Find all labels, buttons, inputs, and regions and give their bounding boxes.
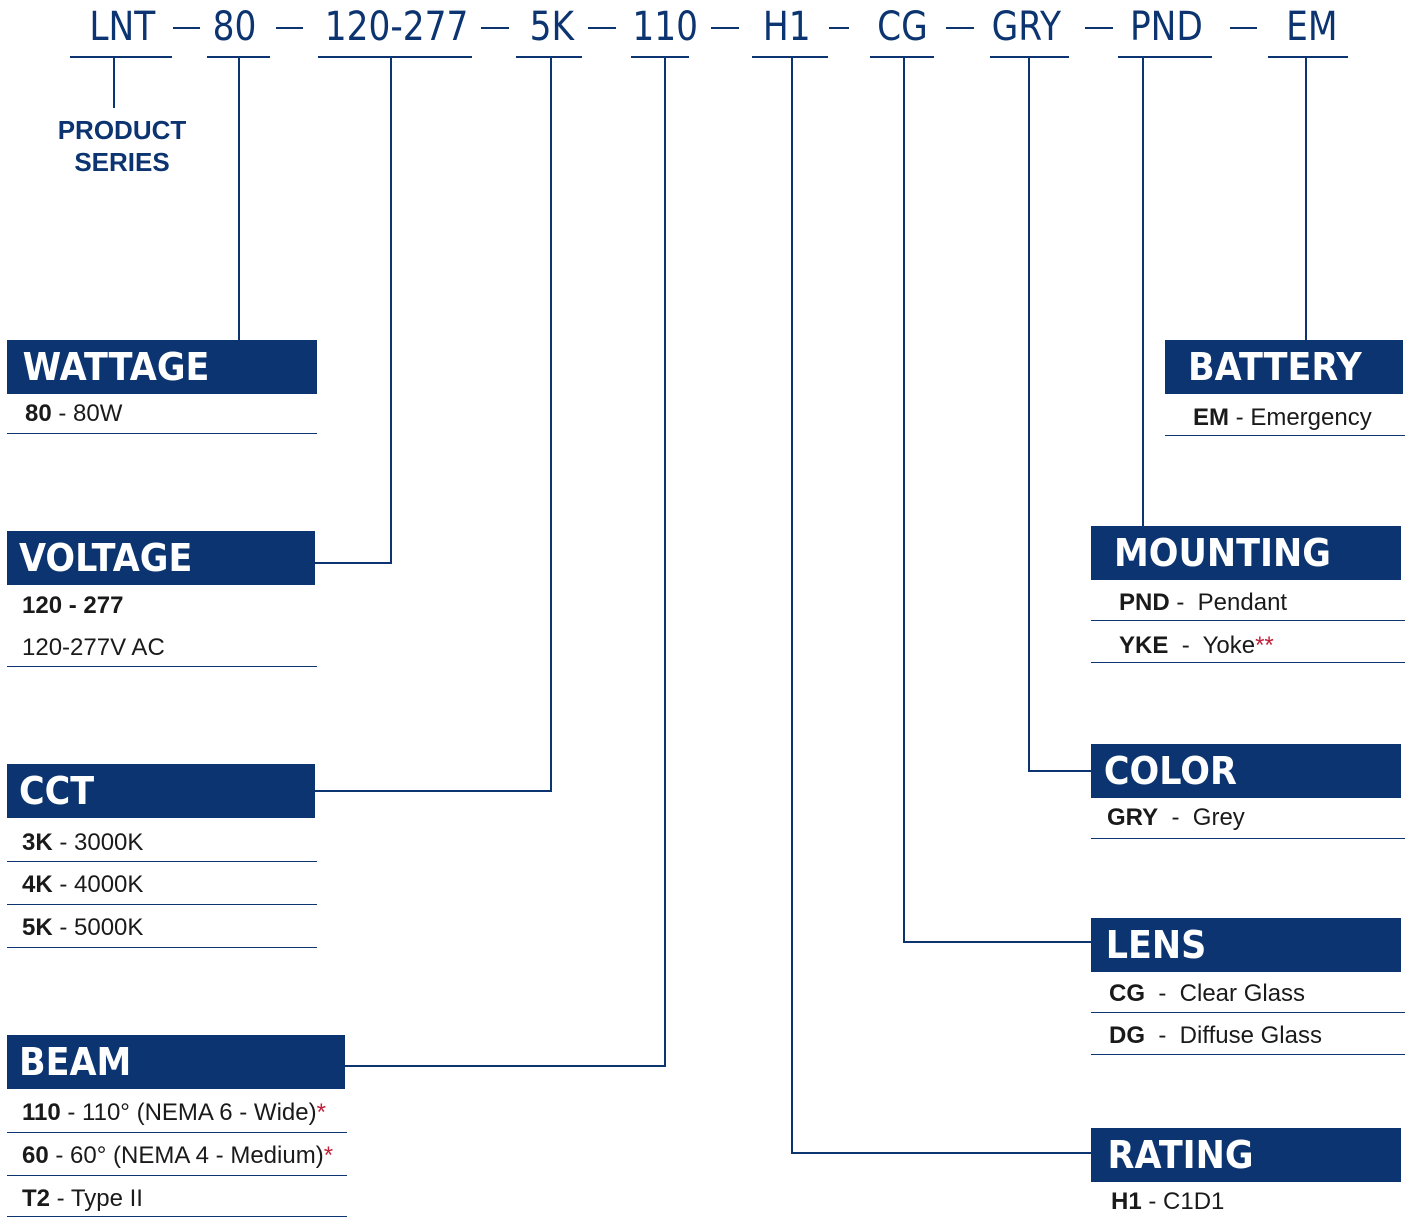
code-dash <box>1230 27 1257 29</box>
option-desc: C1D1 <box>1163 1188 1225 1215</box>
option-code: CG <box>1109 980 1145 1007</box>
option-sep: - <box>51 400 74 427</box>
code-dash <box>946 27 974 29</box>
connector-beam <box>345 58 665 1066</box>
code-underline <box>70 56 172 58</box>
option-desc: Clear Glass <box>1179 980 1306 1007</box>
mounting-option <box>1091 588 1287 618</box>
code-dash <box>711 27 739 29</box>
connector-lens <box>904 58 1092 942</box>
option-code: DG <box>1109 1022 1145 1049</box>
option-sep: - <box>1168 632 1203 659</box>
product-series-label <box>48 114 196 178</box>
footnote-asterisk: ** <box>1255 632 1274 659</box>
product-series-label-line: SERIES <box>74 147 170 177</box>
option-desc: 3000K <box>74 829 144 856</box>
option-sep: - <box>52 871 75 898</box>
code-segment-color: GRY <box>991 4 1062 50</box>
option-code: H1 <box>1111 1188 1142 1215</box>
beam-header <box>7 1035 345 1089</box>
beam-title: BEAM <box>18 1040 132 1084</box>
wattage-section <box>7 340 317 440</box>
row-divider <box>1091 662 1405 663</box>
code-segment-lens: CG <box>877 4 928 50</box>
color-header <box>1091 744 1401 798</box>
row-divider <box>7 904 317 905</box>
option-sep: - <box>1145 980 1180 1007</box>
option-code: 80 <box>25 400 52 427</box>
row-divider <box>7 1132 347 1133</box>
lens-header <box>1091 918 1401 972</box>
row-divider <box>7 433 317 434</box>
lens-option <box>1091 1021 1322 1051</box>
option-sep: - <box>52 829 75 856</box>
row-divider <box>1091 838 1405 839</box>
mounting-title: MOUNTING <box>1114 531 1331 575</box>
code-segment-rating: H1 <box>762 4 811 50</box>
option-desc: 110° (NEMA 6 - Wide) <box>82 1099 317 1126</box>
code-segment-voltage: 120-277 <box>324 4 469 50</box>
connector-rating <box>792 58 1092 1153</box>
option-sep: - <box>1169 589 1198 616</box>
option-code: 60 <box>22 1142 49 1169</box>
lens-option <box>1091 979 1305 1009</box>
option-desc: Yoke <box>1202 632 1256 659</box>
footnote-asterisk: * <box>323 1142 334 1169</box>
option-sep: - <box>1158 804 1193 831</box>
cct-header <box>7 764 315 818</box>
row-divider <box>1091 620 1405 621</box>
option-desc: Grey <box>1192 804 1245 831</box>
rating-option <box>1091 1187 1224 1217</box>
option-desc: 120-277V AC <box>22 634 165 661</box>
voltage-section <box>7 531 317 671</box>
color-title: COLOR <box>1103 749 1237 793</box>
code-underline <box>752 56 828 58</box>
code-dash <box>276 27 303 29</box>
color-section <box>1091 744 1405 844</box>
cct-option <box>7 828 143 858</box>
code-segment-beam: 110 <box>632 4 699 50</box>
rating-section <box>1091 1128 1405 1219</box>
battery-option <box>1165 403 1372 433</box>
option-sep: - <box>1145 1022 1180 1049</box>
option-code: 110 <box>22 1099 61 1126</box>
rating-title: RATING <box>1107 1133 1254 1177</box>
battery-section <box>1165 340 1405 440</box>
wattage-option <box>7 399 122 429</box>
option-desc: 4000K <box>74 871 144 898</box>
row-divider <box>7 947 317 948</box>
option-desc: 5000K <box>74 914 144 941</box>
option-desc: 60° (NEMA 4 - Medium) <box>70 1142 324 1169</box>
row-divider <box>7 1216 347 1217</box>
lens-title: LENS <box>1105 923 1207 967</box>
code-dash <box>481 27 509 29</box>
option-code: T2 <box>22 1185 51 1212</box>
rating-header <box>1091 1128 1401 1182</box>
code-dash <box>173 27 200 29</box>
option-desc: Pendant <box>1197 589 1288 616</box>
mounting-option <box>1091 631 1274 661</box>
connector-cct <box>315 58 551 791</box>
code-segment-cct: 5K <box>529 4 575 50</box>
option-sep: - <box>1229 404 1251 431</box>
wattage-title: WATTAGE <box>22 345 210 389</box>
code-underline <box>870 56 934 58</box>
cct-section <box>7 764 317 954</box>
option-code: EM <box>1193 404 1229 431</box>
beam-option <box>7 1141 333 1171</box>
row-divider <box>1091 1012 1405 1013</box>
option-desc: Type II <box>70 1185 143 1212</box>
code-underline <box>516 56 582 58</box>
mounting-header <box>1091 526 1401 580</box>
color-option <box>1091 803 1245 833</box>
row-divider <box>1165 435 1405 436</box>
beam-option <box>7 1098 326 1128</box>
lens-section <box>1091 918 1405 1058</box>
code-underline <box>207 56 270 58</box>
cct-option <box>7 913 143 943</box>
beam-section <box>7 1035 347 1219</box>
option-code: YKE <box>1119 632 1169 659</box>
option-code: 3K <box>22 829 53 856</box>
beam-option <box>7 1184 143 1214</box>
row-divider <box>1091 1054 1405 1055</box>
option-desc: Emergency <box>1250 404 1372 431</box>
option-sep: - <box>1141 1188 1164 1215</box>
connector-voltage <box>315 58 391 563</box>
cct-title: CCT <box>18 769 95 813</box>
option-sep: - <box>50 1185 71 1212</box>
option-sep: - <box>48 1142 71 1169</box>
connector-color <box>1029 58 1092 771</box>
cct-option <box>7 870 143 900</box>
code-underline <box>1268 56 1348 58</box>
option-code: GRY <box>1107 804 1159 831</box>
option-code: PND <box>1119 589 1170 616</box>
wattage-header <box>7 340 317 394</box>
code-underline <box>318 56 472 58</box>
code-underline <box>990 56 1069 58</box>
option-sep: - <box>60 1099 83 1126</box>
option-desc: Diffuse Glass <box>1179 1022 1322 1049</box>
voltage-title: VOLTAGE <box>18 536 193 580</box>
code-segment-series: LNT <box>89 4 156 50</box>
code-dash <box>1085 27 1113 29</box>
voltage-header <box>7 531 315 585</box>
row-divider <box>7 1175 347 1176</box>
product-series-label-line: PRODUCT <box>57 115 187 145</box>
code-segment-wattage: 80 <box>212 4 257 50</box>
option-code: 4K <box>22 871 53 898</box>
option-code: 5K <box>22 914 53 941</box>
code-segment-mounting: PND <box>1129 4 1203 50</box>
option-sep: - <box>52 914 75 941</box>
code-segment-battery: EM <box>1286 4 1338 50</box>
code-underline <box>1118 56 1212 58</box>
option-code: 120 - 277 <box>22 592 124 619</box>
voltage-option-desc <box>7 633 165 663</box>
footnote-asterisk: * <box>316 1099 326 1126</box>
mounting-section <box>1091 526 1405 666</box>
row-divider <box>7 861 317 862</box>
code-underline <box>631 56 689 58</box>
option-desc: 80W <box>73 400 123 427</box>
battery-header <box>1165 340 1403 394</box>
battery-title: BATTERY <box>1188 345 1362 389</box>
code-dash <box>588 27 616 29</box>
voltage-option <box>7 591 123 621</box>
code-dash <box>829 27 849 29</box>
row-divider <box>7 666 317 667</box>
